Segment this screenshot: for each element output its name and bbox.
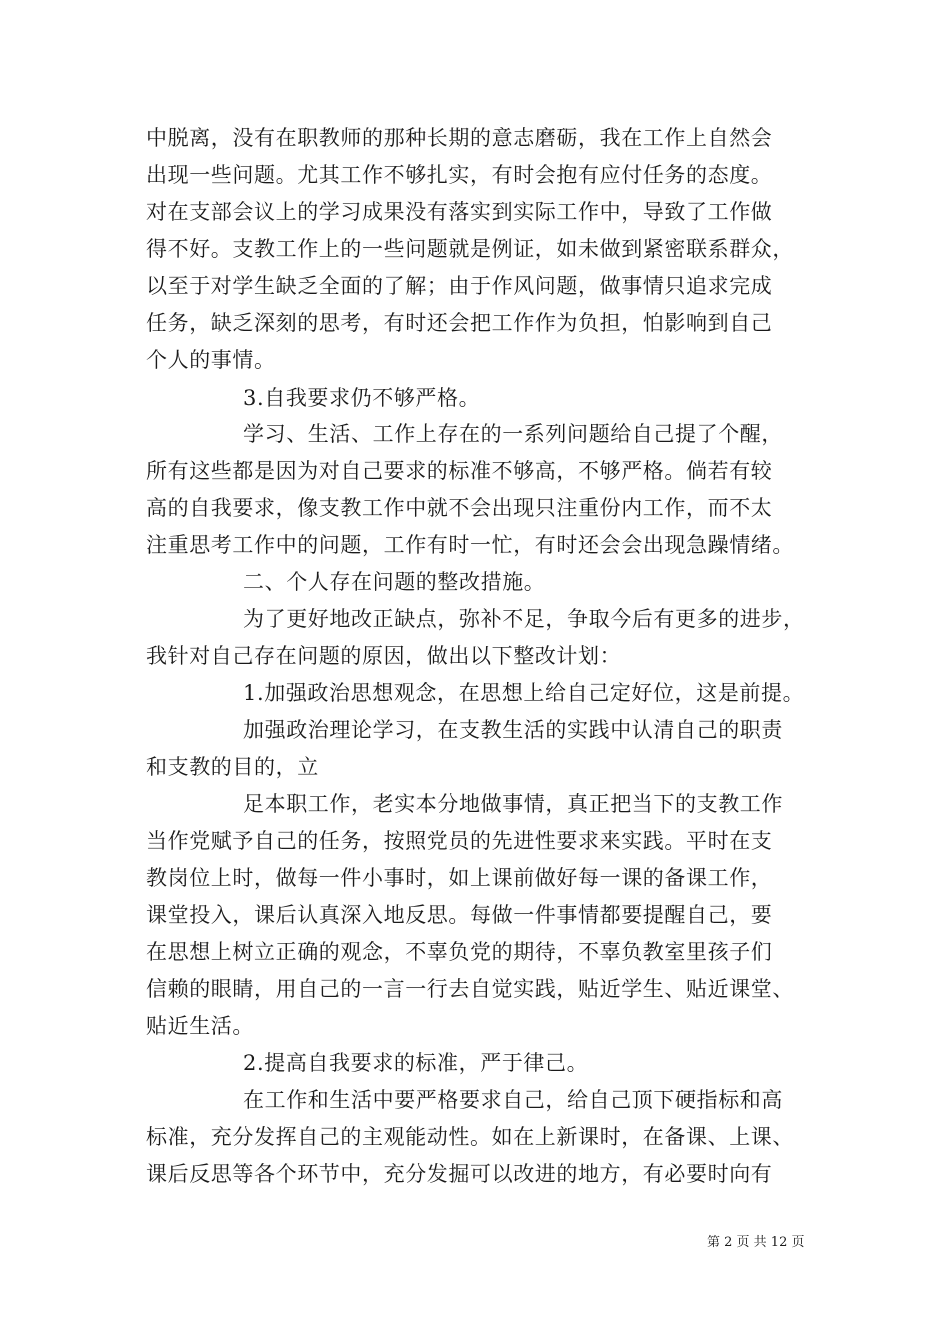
text-line: 个人的事情。: [146, 348, 276, 372]
text-line: 和支教的目的，立: [146, 755, 319, 779]
text-line: 中脱离，没有在职教师的那种长期的意志磨砺，我在工作上自然会: [146, 126, 773, 150]
page-number: 第 2 页 共 12 页: [707, 1235, 805, 1250]
section-heading: 2.提高自我要求的标准，严于律己。: [243, 1051, 589, 1075]
text-line: 信赖的眼睛，用自己的一言一行去自觉实践，贴近学生、贴近课堂、: [146, 977, 794, 1001]
paragraph-start: 加强政治理论学习，在支教生活的实践中认清自己的职责: [243, 718, 783, 742]
text-line: 对在支部会议上的学习成果没有落实到实际工作中，导致了工作做: [146, 200, 773, 224]
text-line: 标准，充分发挥自己的主观能动性。如在上新课时，在备课、上课、: [146, 1125, 794, 1149]
text-line: 在思想上树立正确的观念，不辜负党的期待，不辜负教室里孩子们: [146, 940, 773, 964]
text-line: 课后反思等各个环节中，充分发掘可以改进的地方，有必要时向有: [146, 1162, 773, 1186]
paragraph-start: 在工作和生活中要严格要求自己，给自己顶下硬指标和高: [243, 1088, 783, 1112]
text-line: 任务，缺乏深刻的思考，有时还会把工作作为负担，怕影响到自己: [146, 311, 773, 335]
paragraph-start: 学习、生活、工作上存在的一系列问题给自己提了个醒，: [243, 422, 783, 446]
section-heading: 1.加强政治思想观念，在思想上给自己定好位，这是前提。: [243, 681, 805, 705]
text-line: 得不好。支教工作上的一些问题就是例证，如未做到紧密联系群众，: [146, 237, 794, 261]
text-line: 高的自我要求，像支教工作中就不会出现只注重份内工作，而不太: [146, 496, 773, 520]
section-heading: 3.自我要求仍不够严格。: [243, 386, 481, 410]
text-line: 当作党赋予自己的任务，按照党员的先进性要求来实践。平时在支: [146, 829, 773, 853]
text-line: 教岗位上时，做每一件小事时，如上课前做好每一课的备课工作，: [146, 866, 773, 890]
text-line: 注重思考工作中的问题，工作有时一忙，有时还会会出现急躁情绪。: [146, 533, 794, 557]
text-line: 以至于对学生缺乏全面的了解；由于作风问题，做事情只追求完成: [146, 274, 773, 298]
text-line: 所有这些都是因为对自己要求的标准不够高，不够严格。倘若有较: [146, 459, 773, 483]
text-line: 课堂投入，课后认真深入地反思。每做一件事情都要提醒自己，要: [146, 903, 773, 927]
paragraph-start: 足本职工作，老实本分地做事情，真正把当下的支教工作: [243, 792, 783, 816]
section-heading: 二、个人存在问题的整改措施。: [243, 570, 546, 594]
text-line: 贴近生活。: [146, 1014, 254, 1038]
text-line: 出现一些问题。尤其工作不够扎实，有时会抱有应付任务的态度。: [146, 163, 773, 187]
text-line: 我针对自己存在问题的原因，做出以下整改计划：: [146, 644, 622, 668]
paragraph-start: 为了更好地改正缺点，弥补不足，争取今后有更多的进步，: [243, 607, 805, 631]
